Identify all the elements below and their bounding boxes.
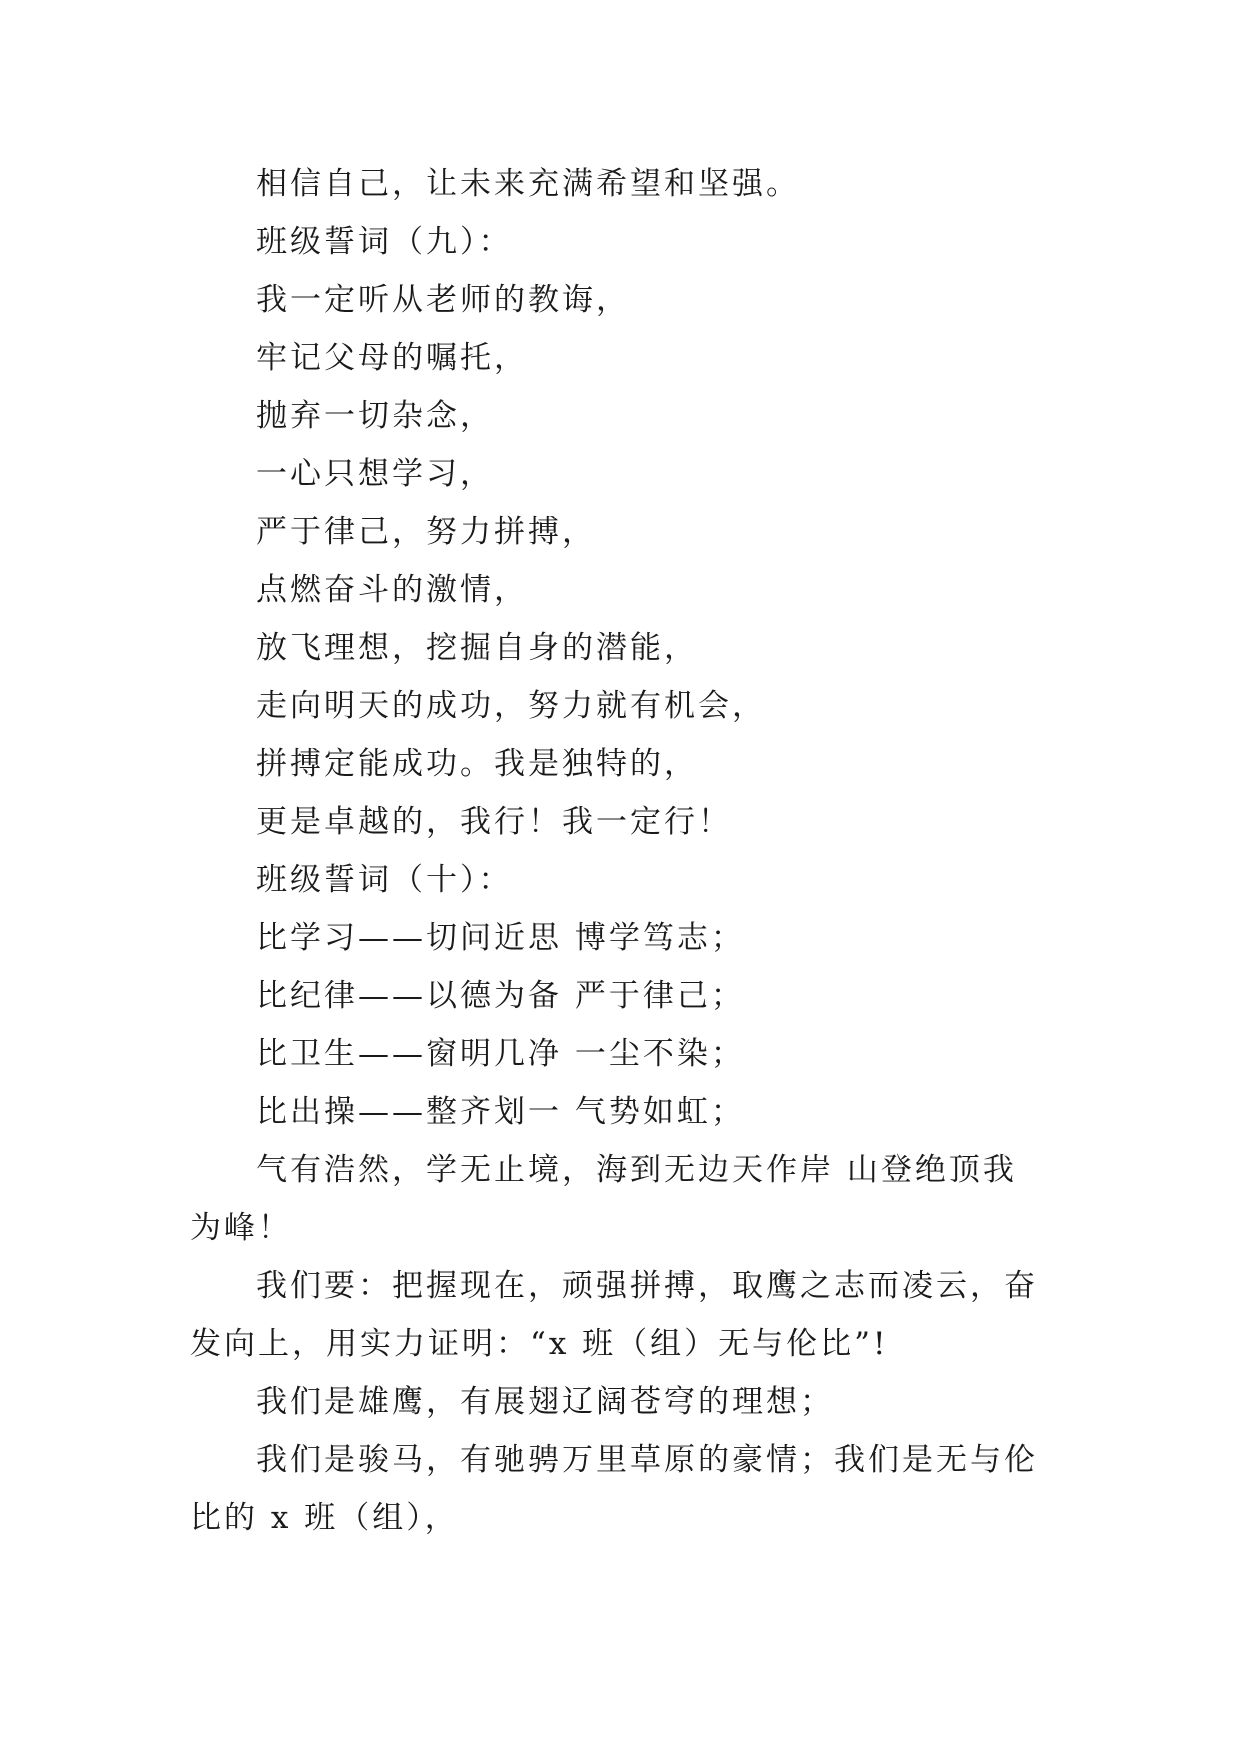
paragraph: 我一定听从老师的教诲，	[256, 282, 630, 318]
paragraph: 更是卓越的，我行！我一定行！	[256, 804, 732, 840]
paragraph: 我们要：把握现在，顽强拼搏，取鹰之志而凌云，奋发向上，用实力证明：“x 班（组）无与伦比”!	[190, 1268, 1038, 1362]
paragraph: 抛弃一切杂念，	[256, 398, 494, 434]
paragraph: 比出操——整齐划一 气势如虹；	[256, 1094, 745, 1130]
paragraph: 严于律己，努力拼搏，	[256, 514, 596, 550]
paragraph: 点燃奋斗的激情，	[256, 572, 528, 608]
paragraph: 一心只想学习，	[256, 456, 494, 492]
paragraph: 我们是雄鹰，有展翅辽阔苍穹的理想；	[256, 1384, 834, 1420]
paragraph: 牢记父母的嘱托，	[256, 340, 528, 376]
paragraph: 比卫生——窗明几净 一尘不染；	[256, 1036, 745, 1072]
document-body	[190, 155, 1050, 1547]
paragraph: 比学习——切问近思 博学笃志；	[256, 920, 745, 956]
paragraph: 气有浩然，学无止境，海到无边天作岸 山登绝顶我为峰！	[190, 1152, 1017, 1246]
paragraph: 我们是骏马，有驰骋万里草原的豪情；我们是无与伦比的 x 班（组），	[190, 1442, 1038, 1536]
section-heading: 班级誓词（十）：	[256, 862, 513, 898]
paragraph: 相信自己，让未来充满希望和坚强。	[256, 166, 800, 202]
paragraph: 走向明天的成功，努力就有机会，	[256, 688, 766, 724]
section-heading: 班级誓词（九）：	[256, 224, 513, 260]
paragraph: 比纪律——以德为备 严于律己；	[256, 978, 745, 1014]
paragraph: 拼搏定能成功。我是独特的，	[256, 746, 698, 782]
paragraph: 放飞理想，挖掘自身的潜能，	[256, 630, 698, 666]
